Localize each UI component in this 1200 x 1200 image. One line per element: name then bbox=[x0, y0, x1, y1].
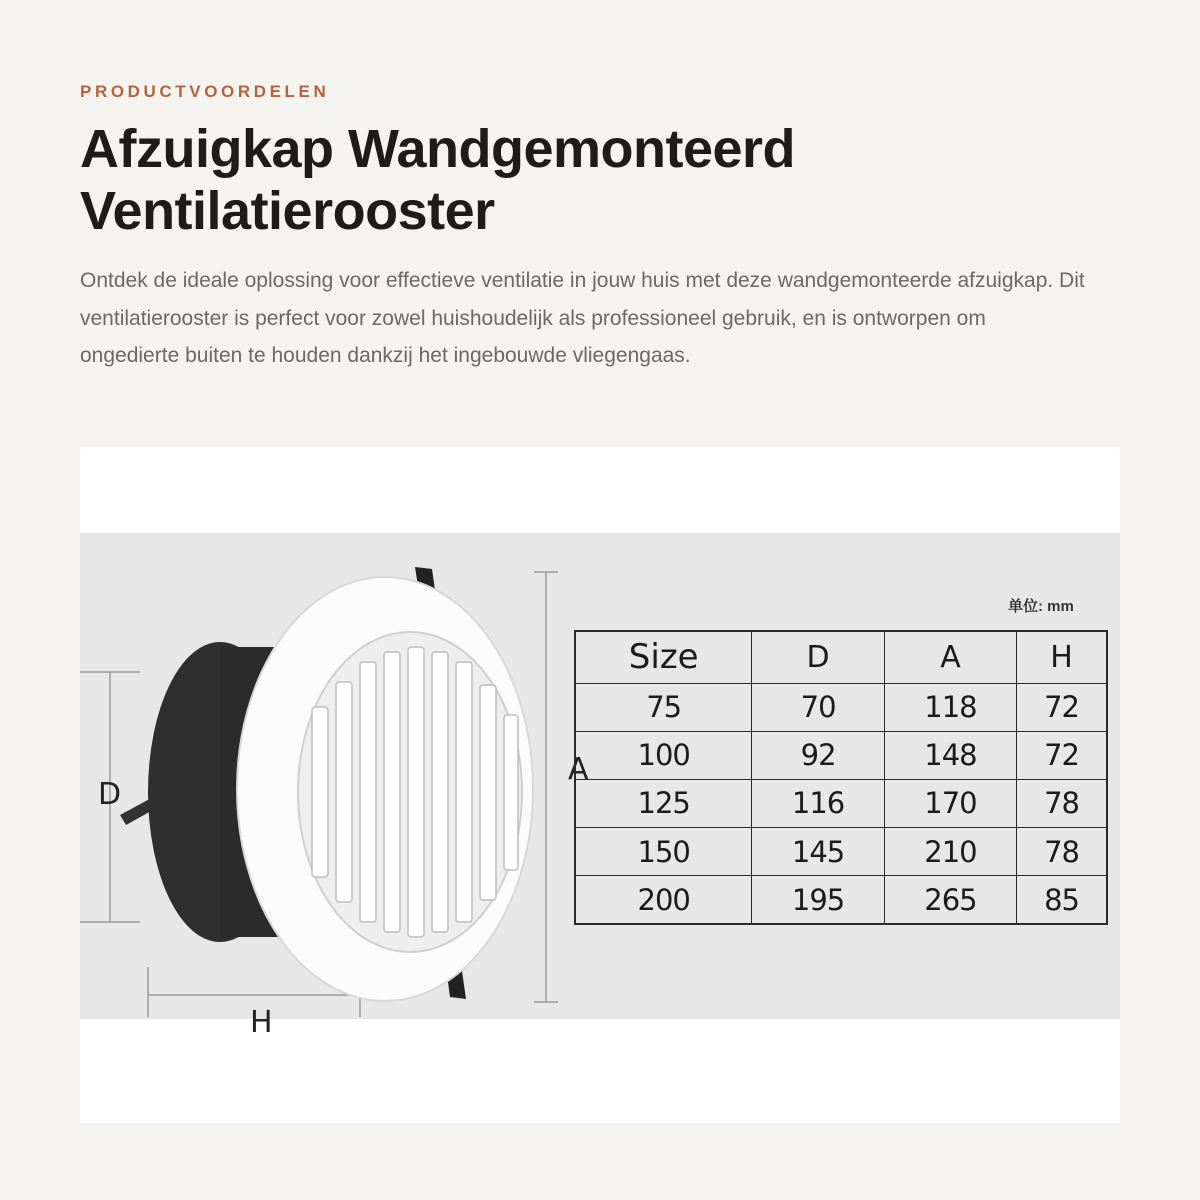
cell-h: 78 bbox=[1017, 779, 1107, 827]
cell-d: 145 bbox=[752, 828, 884, 876]
dimension-label-a: A bbox=[568, 752, 589, 787]
header-a: A bbox=[884, 631, 1016, 683]
cell-h: 78 bbox=[1017, 828, 1107, 876]
product-description: Ontdek de ideale oplossing voor effectieve ventilatie in jouw huis met deze wandgemonteerde afzuigkap. Dit ventilatierooster is perfect voor zowel huishoudelijk als professioneel gebruik, en is ontworpen om ongedierte buiten te houden dankzij het ingebouwde vliegengaas. bbox=[80, 269, 1085, 367]
cell-size: 150 bbox=[575, 828, 752, 876]
title-line-1: Afzuigkap Wandgemonteerd bbox=[80, 119, 796, 179]
table-header-row bbox=[575, 631, 1107, 683]
cell-a: 118 bbox=[884, 683, 1016, 731]
header-h: H bbox=[1017, 631, 1107, 683]
eyebrow-label: PRODUCTVOORDELEN bbox=[80, 82, 330, 101]
cell-d: 92 bbox=[752, 731, 884, 779]
cell-size: 125 bbox=[575, 779, 752, 827]
page-title bbox=[80, 118, 1080, 242]
cell-size: 200 bbox=[575, 876, 752, 924]
cell-size: 75 bbox=[575, 683, 752, 731]
cell-h: 72 bbox=[1017, 731, 1107, 779]
cell-d: 116 bbox=[752, 779, 884, 827]
cell-h: 85 bbox=[1017, 876, 1107, 924]
cell-a: 170 bbox=[884, 779, 1016, 827]
cell-size: 100 bbox=[575, 731, 752, 779]
cell-a: 210 bbox=[884, 828, 1016, 876]
cell-a: 148 bbox=[884, 731, 1016, 779]
cell-h: 72 bbox=[1017, 683, 1107, 731]
dimension-label-h: H bbox=[250, 1005, 273, 1040]
title-line-2: Ventilatierooster bbox=[80, 181, 495, 241]
table-row bbox=[575, 876, 1107, 924]
table-row bbox=[575, 731, 1107, 779]
product-dimension-image bbox=[80, 447, 1120, 1123]
cell-d: 195 bbox=[752, 876, 884, 924]
size-table bbox=[574, 630, 1108, 925]
louvre-slats bbox=[312, 647, 518, 937]
table-row bbox=[575, 828, 1107, 876]
header-d: D bbox=[752, 631, 884, 683]
cell-a: 265 bbox=[884, 876, 1016, 924]
table-row bbox=[575, 683, 1107, 731]
table-row bbox=[575, 779, 1107, 827]
dimension-label-d: D bbox=[98, 777, 122, 812]
unit-label: 单位: mm bbox=[1008, 598, 1074, 615]
cell-d: 70 bbox=[752, 683, 884, 731]
header-size: Size bbox=[575, 631, 752, 683]
